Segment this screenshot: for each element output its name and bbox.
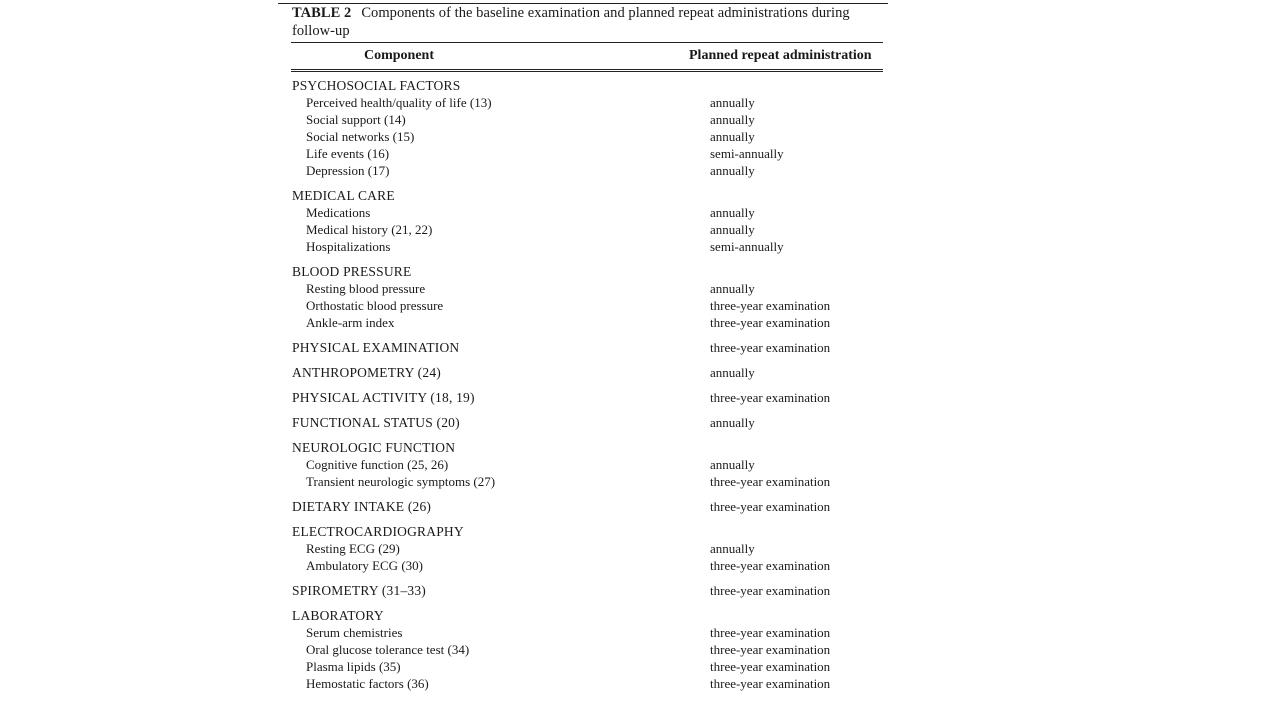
section-label: ANTHROPOMETRY (24) [292, 365, 441, 380]
component-label: Cognitive function (25, 26) [306, 457, 449, 472]
component-row [0, 314, 1280, 332]
section-label: FUNCTIONAL STATUS (20) [292, 415, 460, 430]
column-header-planned-repeat: Planned repeat administration [689, 48, 872, 63]
component-label: Medical history (21, 22) [306, 222, 433, 237]
repeat-administration-value: three-year examination [710, 390, 831, 405]
repeat-administration-value: semi-annually [710, 146, 784, 161]
component-row [0, 297, 1280, 315]
section-row [0, 263, 1280, 281]
section-row [0, 498, 1280, 516]
section-row [0, 364, 1280, 382]
component-row [0, 204, 1280, 222]
component-row [0, 473, 1280, 491]
section-label: MEDICAL CARE [292, 188, 395, 203]
component-label: Resting ECG (29) [306, 541, 400, 556]
section-row [0, 339, 1280, 357]
component-row [0, 94, 1280, 112]
repeat-administration-value: three-year examination [710, 583, 831, 598]
component-label: Ankle-arm index [306, 315, 395, 330]
component-label: Orthostatic blood pressure [306, 298, 444, 313]
component-label: Transient neurologic symptoms (27) [306, 474, 496, 489]
section-row [0, 582, 1280, 600]
repeat-administration-value: three-year examination [710, 499, 831, 514]
component-label: Hemostatic factors (36) [306, 676, 429, 691]
component-label: Perceived health/quality of life (13) [306, 95, 492, 110]
component-row [0, 162, 1280, 180]
component-row [0, 658, 1280, 676]
component-label: Social networks (15) [306, 129, 415, 144]
column-header-component: Component [364, 48, 435, 63]
repeat-administration-value: annually [710, 222, 755, 237]
section-row [0, 607, 1280, 625]
component-label: Medications [306, 205, 371, 220]
table-caption [292, 4, 872, 40]
table-number: TABLE 2 [292, 5, 352, 21]
repeat-administration-value: annually [710, 163, 755, 178]
repeat-administration-value: semi-annually [710, 239, 784, 254]
section-label: PSYCHOSOCIAL FACTORS [292, 78, 461, 93]
section-label: PHYSICAL ACTIVITY (18, 19) [292, 390, 475, 405]
component-label: Plasma lipids (35) [306, 659, 401, 674]
section-label: ELECTROCARDIOGRAPHY [292, 524, 464, 539]
section-row [0, 77, 1280, 95]
header-bottom-rule [291, 69, 883, 70]
component-row [0, 675, 1280, 693]
component-label: Oral glucose tolerance test (34) [306, 642, 470, 657]
repeat-administration-value: three-year examination [710, 558, 831, 573]
component-row [0, 221, 1280, 239]
section-row [0, 389, 1280, 407]
component-row [0, 145, 1280, 163]
component-label: Resting blood pressure [306, 281, 426, 296]
repeat-administration-value: annually [710, 112, 755, 127]
section-label: BLOOD PRESSURE [292, 264, 412, 279]
repeat-administration-value: annually [710, 457, 755, 472]
section-label: NEUROLOGIC FUNCTION [292, 440, 456, 455]
component-row [0, 624, 1280, 642]
component-row [0, 238, 1280, 256]
component-label: Serum chemistries [306, 625, 403, 640]
section-row [0, 187, 1280, 205]
section-label: LABORATORY [292, 608, 384, 623]
section-row [0, 414, 1280, 432]
section-row [0, 523, 1280, 541]
table-caption-text: Components of the baseline examination and planned repeat administrations during follow-up [292, 5, 850, 39]
repeat-administration-value: three-year examination [710, 340, 831, 355]
repeat-administration-value: annually [710, 415, 755, 430]
component-row [0, 128, 1280, 146]
repeat-administration-value: annually [710, 541, 755, 556]
repeat-administration-value: three-year examination [710, 642, 831, 657]
component-row [0, 280, 1280, 298]
section-row [0, 439, 1280, 457]
component-label: Depression (17) [306, 163, 390, 178]
repeat-administration-value: three-year examination [710, 474, 831, 489]
repeat-administration-value: annually [710, 95, 755, 110]
repeat-administration-value: annually [710, 281, 755, 296]
section-label: PHYSICAL EXAMINATION [292, 340, 460, 355]
repeat-administration-value: three-year examination [710, 315, 831, 330]
repeat-administration-value: annually [710, 129, 755, 144]
repeat-administration-value: annually [710, 205, 755, 220]
section-label: DIETARY INTAKE (26) [292, 499, 432, 514]
component-row [0, 557, 1280, 575]
header-top-rule [291, 42, 883, 43]
component-label: Ambulatory ECG (30) [306, 558, 423, 573]
repeat-administration-value: three-year examination [710, 625, 831, 640]
component-row [0, 641, 1280, 659]
repeat-administration-value: three-year examination [710, 659, 831, 674]
component-row [0, 456, 1280, 474]
component-label: Social support (14) [306, 112, 406, 127]
header-bottom-rule-double [291, 71, 883, 72]
component-row [0, 111, 1280, 129]
repeat-administration-value: three-year examination [710, 676, 831, 691]
component-label: Life events (16) [306, 146, 390, 161]
component-row [0, 540, 1280, 558]
repeat-administration-value: three-year examination [710, 298, 831, 313]
repeat-administration-value: annually [710, 365, 755, 380]
component-label: Hospitalizations [306, 239, 391, 254]
section-label: SPIROMETRY (31–33) [292, 583, 426, 598]
